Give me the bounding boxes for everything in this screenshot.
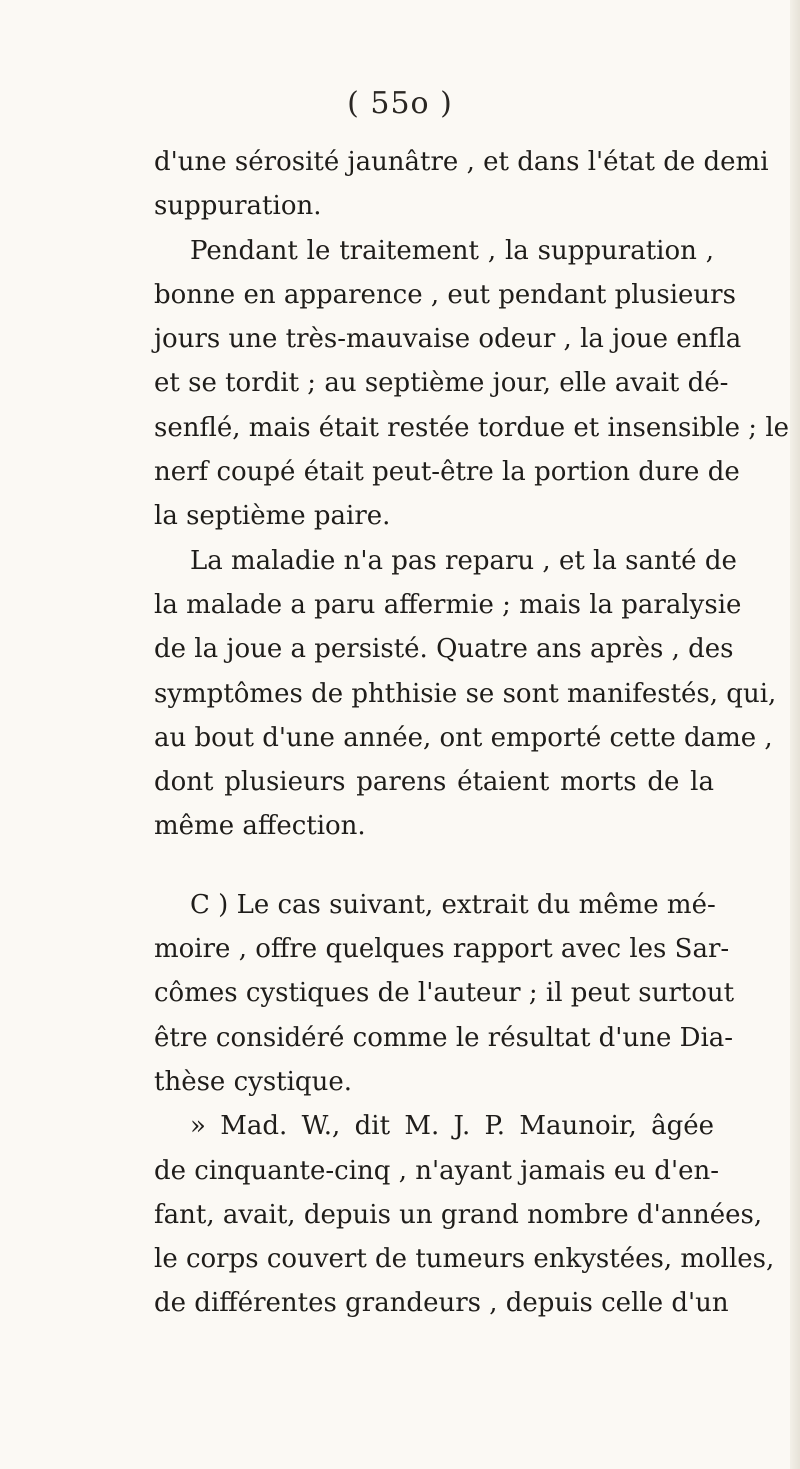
text-line: dont plusieurs parens étaient morts de la xyxy=(154,767,714,798)
text-line: » Mad. W., dit M. J. P. Maunoir, âgée xyxy=(190,1111,714,1142)
text-line: moire , offre quelques rapport avec les Sar- xyxy=(154,934,730,965)
text-line: La maladie n'a pas reparu , et la santé de xyxy=(190,545,737,576)
text-line: senflé, mais était restée tordue et insensible ; le xyxy=(154,412,790,443)
text-line: de cinquante-cinq , n'ayant jamais eu d'en- xyxy=(154,1155,720,1186)
text-line: C ) Le cas suivant, extrait du même mé- xyxy=(190,889,716,920)
body-text xyxy=(154,140,790,1326)
paragraph-gap xyxy=(154,849,714,883)
page-number: ( 55o ) xyxy=(347,86,453,121)
text-line: et se tordit ; au septième jour, elle avait dé- xyxy=(154,368,729,399)
text-line: nerf coupé était peut-être la portion dure de xyxy=(154,457,740,488)
text-line: de la joue a persisté. Quatre ans après , des xyxy=(154,634,734,665)
text-line: Pendant le traitement , la suppuration , xyxy=(190,235,714,266)
text-line: même affection. xyxy=(154,811,366,842)
text-line: jours une très-mauvaise odeur , la joue enfla xyxy=(154,324,742,355)
text-line: être considéré comme le résultat d'une Dia- xyxy=(154,1022,734,1053)
text-line: thèse cystique. xyxy=(154,1066,352,1097)
text-line: le corps couvert de tumeurs enkystées, molles, xyxy=(154,1244,775,1275)
text-line: bonne en apparence , eut pendant plusieurs xyxy=(154,279,736,310)
text-line: la septième paire. xyxy=(154,501,391,532)
page-edge-shadow xyxy=(790,0,800,1469)
text-line: d'une sérosité jaunâtre , et dans l'état de demi xyxy=(154,147,769,177)
text-line: symptômes de phthisie se sont manifestés, qui, xyxy=(154,678,777,709)
text-line: suppuration. xyxy=(154,191,322,222)
text-line: au bout d'une année, ont emporté cette dame , xyxy=(154,722,773,753)
text-line: la malade a paru affermie ; mais la paralysie xyxy=(154,589,742,620)
text-line: fant, avait, depuis un grand nombre d'années, xyxy=(154,1199,763,1230)
text-line: cômes cystiques de l'auteur ; il peut surtout xyxy=(154,978,735,1009)
text-line: de différentes grandeurs , depuis celle d'un xyxy=(154,1288,729,1319)
